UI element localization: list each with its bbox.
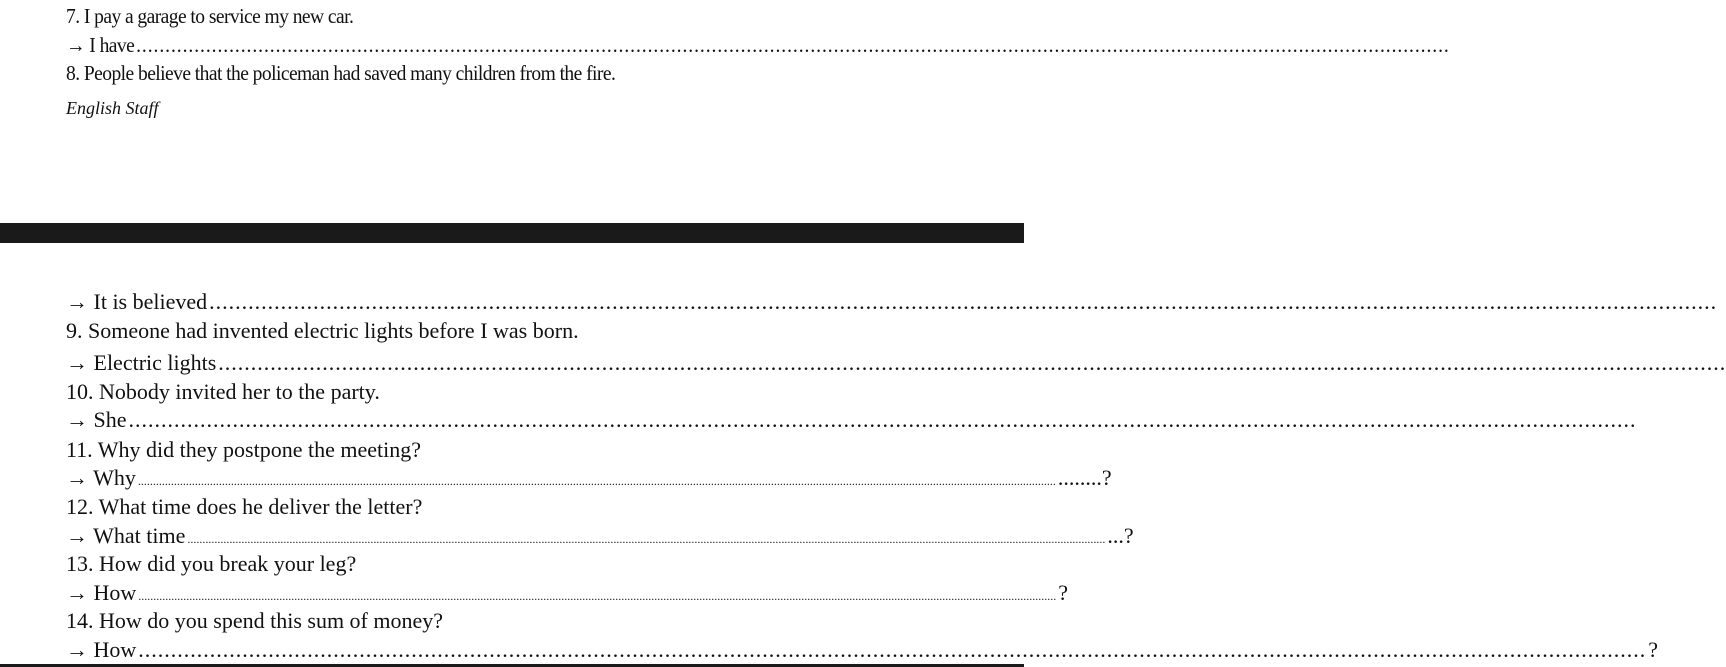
- answer-prefix-7: → I have: [66, 33, 135, 57]
- answer-line-14: [66, 637, 1659, 662]
- question-12: 12. What time does he deliver the letter?: [66, 494, 423, 519]
- question-9: 9. Someone had invented electric lights before I was born.: [66, 318, 579, 343]
- footer-note: English Staff: [66, 98, 159, 118]
- answer-blank-8[interactable]: ........................................................................................................................................................................................................................................: [209, 289, 1718, 314]
- answer-line-8: [66, 289, 1718, 314]
- answer-line-12: [66, 523, 1134, 548]
- answer-blank-11[interactable]: ..................................................................................................................................................................................................................................................................................................................: [137, 474, 1056, 488]
- answer-prefix-8: → It is believed: [66, 289, 208, 314]
- question-14: 14. How do you spend this sum of money?: [66, 608, 444, 633]
- answer-prefix-13: → How: [66, 580, 137, 605]
- question-10: 10. Nobody invited her to the party.: [66, 379, 380, 404]
- answer-line-9: [66, 350, 1726, 375]
- answer-blank-13[interactable]: ..................................................................................................................................................................................................................................................................................................................: [138, 589, 1057, 603]
- answer-blank-12[interactable]: ..................................................................................................................................................................................................................................................................................................................: [187, 532, 1106, 546]
- answer-end-11: ........?: [1057, 465, 1112, 490]
- question-7: 7. I pay a garage to service my new car.: [66, 4, 354, 28]
- question-11: 11. Why did they postpone the meeting?: [66, 437, 421, 462]
- question-8: 8. People believe that the policeman had saved many children from the fire.: [66, 61, 616, 85]
- answer-prefix-12: → What time: [66, 523, 186, 548]
- answer-blank-7[interactable]: ..................................................................................................................................................................................................................................: [136, 33, 1450, 57]
- answer-blank-14[interactable]: ........................................................................................................................................................................................................................................: [138, 637, 1647, 662]
- answer-line-11: [66, 465, 1112, 490]
- answer-prefix-10: → She: [66, 407, 127, 432]
- answer-end-13: ?: [1058, 580, 1069, 605]
- answer-prefix-11: → Why: [66, 465, 136, 490]
- answer-blank-9[interactable]: ........................................................................................................................................................................................................................................: [218, 350, 1726, 375]
- answer-prefix-9: → Electric lights: [66, 350, 217, 375]
- answer-line-13: [66, 580, 1069, 605]
- answer-end-14: ?: [1648, 637, 1659, 662]
- answer-end-12: ...?: [1107, 523, 1134, 548]
- answer-line-7: [66, 33, 1450, 57]
- answer-line-10: [66, 407, 1637, 432]
- answer-prefix-14: → How: [66, 637, 137, 662]
- page-separator-band: [0, 223, 1024, 243]
- question-13: 13. How did you break your leg?: [66, 551, 357, 576]
- answer-blank-10[interactable]: ........................................................................................................................................................................................................................................: [128, 407, 1637, 432]
